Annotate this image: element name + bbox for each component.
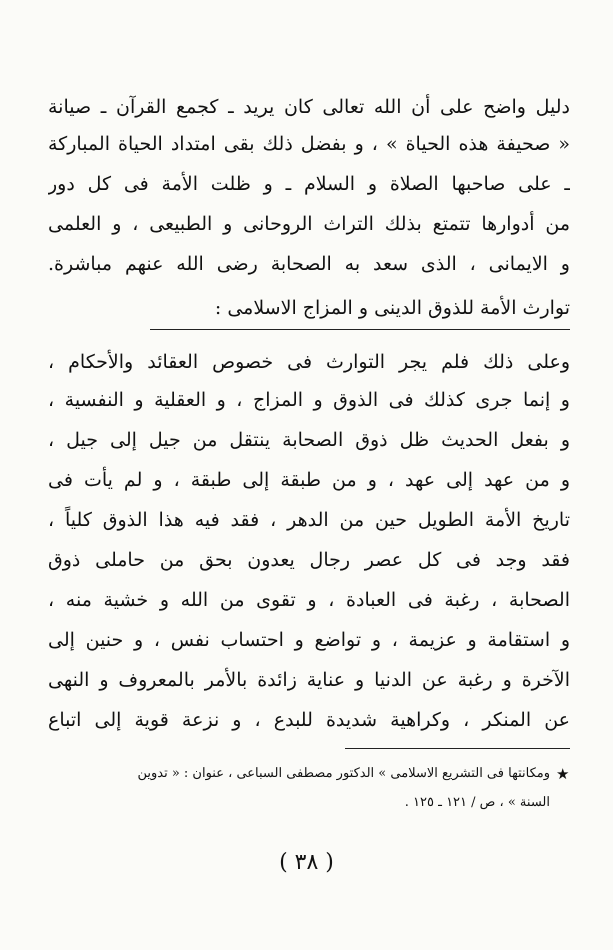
paragraph2-line-2: و إنما جرى كذلك فى الذوق و المزاج ، و العقلية و النفسية ،	[48, 389, 570, 411]
paragraph1-line-2: « صحيفة هذه الحياة » ، و بفضل ذلك بقى امتداد الحياة المباركة	[48, 133, 570, 155]
paragraph2-line-8: و استقامة و عزيمة ، و تواضع و احتساب نفس ، و حنين إلى	[48, 629, 570, 651]
paragraph2-line-5: تاريخ الأمة الطويل حين من الدهر ، فقد فيه هذا الذوق كلياً ،	[48, 509, 570, 531]
paragraph2-line-4: و من عهد إلى عهد ، و من طبقة إلى طبقة ، و لم يأت فى	[48, 469, 570, 491]
footnote-separator	[345, 748, 570, 749]
section-heading: توارث الأمة للذوق الدينى و المزاج الاسلامى :	[214, 297, 570, 319]
paragraph2-line-10: عن المنكر ، وكراهية شديدة للبدع ، و نزعة قوية إلى اتباع	[48, 709, 570, 731]
paragraph1-line-5: و الايمانى ، الذى سعد به الصحابة رضى الله عنهم مباشرة.	[48, 253, 570, 275]
paragraph2-line-1: وعلى ذلك فلم يجر التوارث فى خصوص العقائد والأحكام ،	[48, 351, 570, 373]
paragraph1-line-1: دليل واضح على أن الله تعالى كان يريد ـ كجمع القرآن ـ صيانة	[48, 96, 570, 118]
paragraph1-line-3: ـ على صاحبها الصلاة و السلام ـ و ظلت الأمة فى كل دور	[48, 173, 570, 195]
footnote-star-icon: ★	[556, 765, 570, 783]
paragraph2-line-6: فقد وجد فى كل عصر رجال يعدون بحق من حاملى ذوق	[48, 549, 570, 571]
paragraph2-line-7: الصحابة ، رغبة فى العبادة ، و تقوى من الله و خشية منه ،	[48, 589, 570, 611]
heading-underline	[150, 329, 570, 330]
paragraph1-line-4: من أدوارها تتمتع بذلك التراث الروحانى و الطبيعى ، و العلمى	[48, 213, 570, 235]
page-number: ( ٣٨ )	[279, 850, 334, 875]
paragraph2-line-9: الآخرة و رغبة عن الدنيا و عناية زائدة بالأمر بالمعروف و النهى	[48, 669, 570, 691]
footnote-line-1: ومكانتها فى التشريع الاسلامى » الدكتور مصطفى السباعى ، عنوان : « تدوين	[137, 766, 550, 781]
footnote-line-2: السنة » ، ص / ١٢١ ـ ١٢٥ .	[404, 795, 550, 810]
paragraph2-line-3: و بفعل الحديث ظل ذوق الصحابة ينتقل من جيل إلى جيل ،	[48, 429, 570, 451]
